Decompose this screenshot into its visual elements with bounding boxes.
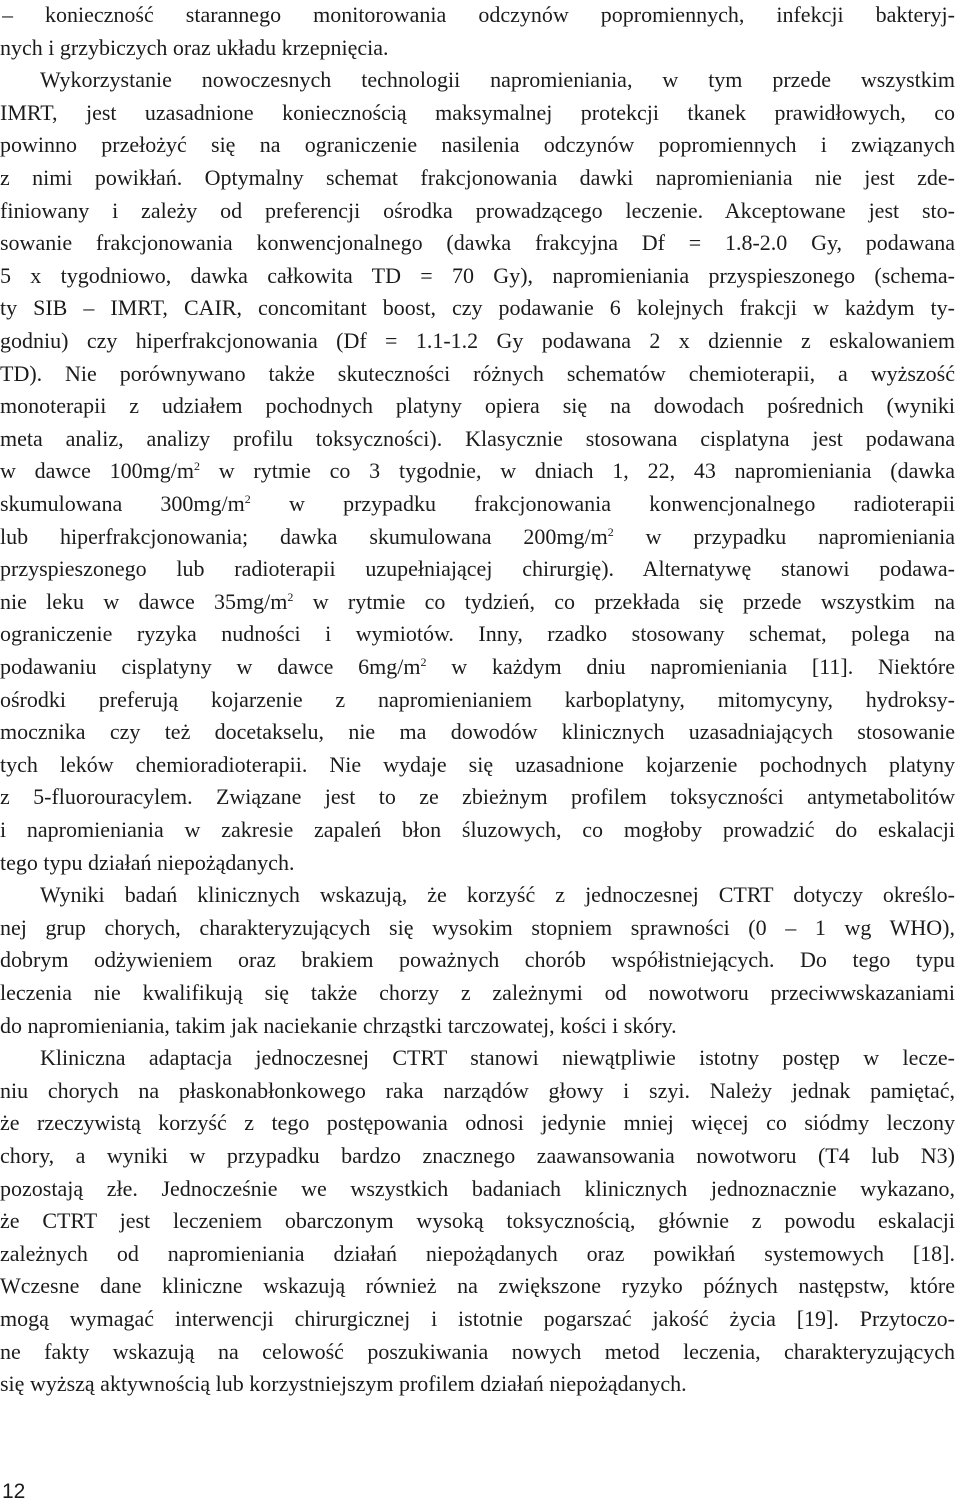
text-line: nej grup chorych, charakteryzujących się wysokim stopniem sprawności (0 – 1 wg WHO), bbox=[0, 914, 955, 940]
text-line: meta analiz, analizy profilu toksyczności). Klasycznie stosowana cisplatyna jest podawana bbox=[0, 425, 955, 451]
text-line: ty SIB – IMRT, CAIR, concomitant boost, czy podawanie 6 kolejnych frakcji w każdym ty- bbox=[0, 295, 955, 321]
text-line: pozostają złe. Jednocześnie we wszystkich badaniach klinicznych jednoznacznie wykazano, bbox=[0, 1175, 955, 1201]
text-line: niu chorych na płaskonabłonkowego raka narządów głowy i szyi. Należy jednak pamiętać, bbox=[0, 1077, 955, 1103]
text-line: TD). Nie porównywano także skuteczności różnych schematów chemioterapii, a wyższość bbox=[0, 360, 955, 386]
text-line: że CTRT jest leczeniem obarczonym wysoką toksycznością, głównie z powodu eskalacji bbox=[0, 1208, 955, 1234]
text-line: z 5-fluorouracylem. Związane jest to ze zbieżnym profilem toksyczności antymetabolitów bbox=[0, 784, 955, 810]
text-line: lub hiperfrakcjonowania; dawka skumulowana $200mg/m^2$ w przypadku napromieniania bbox=[0, 523, 955, 549]
text-line: dobrym odżywieniem oraz brakiem poważnych chorób współistniejących. Do tego typu bbox=[0, 947, 955, 973]
text-line: zależnych od napromieniania działań niepożądanych oraz powikłań systemowych [18]. bbox=[0, 1240, 955, 1266]
text-line: nie leku w dawce $35mg/m^2$ w rytmie co tydzień, co przekłada się przede wszystkim na bbox=[0, 588, 955, 614]
text-line: 5 x tygodniowo, dawka całkowita TD = 70 Gy), napromieniania przyspieszonego (schema- bbox=[0, 262, 955, 288]
text-line: godniu) czy hiperfrakcjonowania (Df = 1.1-1.2 Gy podawana 2 x dziennie z eskalowaniem bbox=[0, 328, 955, 353]
text-line: monoterapii z udziałem pochodnych platyny opiera się na dowodach pośrednich (wyniki bbox=[0, 393, 955, 419]
text-line: mogą wymagać interwencji chirurgicznej i istotnie pogarszać jakość życia [19]. Przytoczo- bbox=[0, 1306, 955, 1331]
text-line: tego typu działań niepożądanych. bbox=[0, 849, 295, 875]
text-line: ośrodki preferują kojarzenie z napromienianiem karboplatyny, mitomycyny, hydroksy- bbox=[0, 686, 955, 712]
text-line: że rzeczywistą korzyść z tego postępowania odnosi jedynie mniej więcej co siódmy leczony bbox=[0, 1110, 955, 1136]
text-line: skumulowana $300mg/m^2$ w przypadku frakcjonowania konwencjonalnego radioterapii bbox=[0, 491, 955, 516]
text-line: IMRT, jest uzasadnione koniecznością maksymalnej protekcji tkanek prawidłowych, co bbox=[0, 99, 955, 125]
text-line: ne fakty wskazują na celowość poszukiwania nowych metod leczenia, charakteryzujących bbox=[0, 1338, 955, 1364]
text-line: podawaniu cisplatyny w dawce $6mg/m^2$ w każdym dniu napromieniania [11]. Niektóre bbox=[0, 654, 955, 679]
text-line: i napromieniania w zakresie zapaleń błon śluzowych, co mogłoby prowadzić do eskalacji bbox=[0, 817, 955, 842]
text-line: leczenia nie kwalifikują się także chorzy z zależnymi od nowotworu przeciwwskazaniami bbox=[0, 980, 955, 1005]
text-line: Wczesne dane kliniczne wskazują również na zwiększone ryzyko późnych następstw, które bbox=[0, 1273, 955, 1299]
text-line: Wyniki badań klinicznych wskazują, że korzyść z jednoczesnej CTRT dotyczy określo- bbox=[40, 882, 955, 908]
text-line: się wyższą aktywnością lub korzystniejszym profilem działań niepożądanych. bbox=[0, 1371, 687, 1397]
text-line: nych i grzybiczych oraz układu krzepnięcia. bbox=[0, 34, 389, 60]
page-number: 12 bbox=[2, 1480, 26, 1503]
text-line: chory, a wyniki w przypadku bardzo znacznego zaawansowania nowotworu (T4 lub N3) bbox=[0, 1143, 955, 1168]
text-line: do napromieniania, takim jak naciekanie chrząstki tarczowatej, kości i skóry. bbox=[0, 1012, 677, 1038]
text-line: Wykorzystanie nowoczesnych technologii napromieniania, w tym przede wszystkim bbox=[40, 67, 955, 93]
text-line: ograniczenie ryzyka nudności i wymiotów. Inny, rzadko stosowany schemat, polega na bbox=[0, 621, 955, 647]
text-line: mocznika czy też docetakselu, nie ma dowodów klinicznych uzasadniających stosowanie bbox=[0, 719, 955, 745]
text-line: – konieczność starannego monitorowania odczynów popromiennych, infekcji bakteryj- bbox=[2, 2, 955, 27]
text-line: Kliniczna adaptacja jednoczesnej CTRT stanowi niewątpliwie istotny postęp w lecze- bbox=[40, 1045, 955, 1071]
text-line: powinno przełożyć się na ograniczenie nasilenia odczynów popromiennych i związanych bbox=[0, 132, 955, 158]
text-line: tych leków chemioradioterapii. Nie wydaje się uzasadnione kojarzenie pochodnych platyny bbox=[0, 751, 955, 777]
text-line: z nimi powikłań. Optymalny schemat frakcjonowania dawki napromieniania nie jest zde- bbox=[0, 165, 955, 190]
text-line: przyspieszonego lub radioterapii uzupełniającej chirurgię). Alternatywę stanowi podawa- bbox=[0, 556, 955, 582]
text-line: sowanie frakcjonowania konwencjonalnego (dawka frakcyjna Df = 1.8-2.0 Gy, podawana bbox=[0, 230, 955, 256]
text-line: finiowany i zależy od preferencji ośrodka prowadzącego leczenie. Akceptowane jest sto- bbox=[0, 197, 955, 223]
text-line: w dawce $100mg/m^2$ w rytmie co 3 tygodnie, w dniach 1, 22, 43 napromieniania (dawka bbox=[0, 458, 955, 484]
